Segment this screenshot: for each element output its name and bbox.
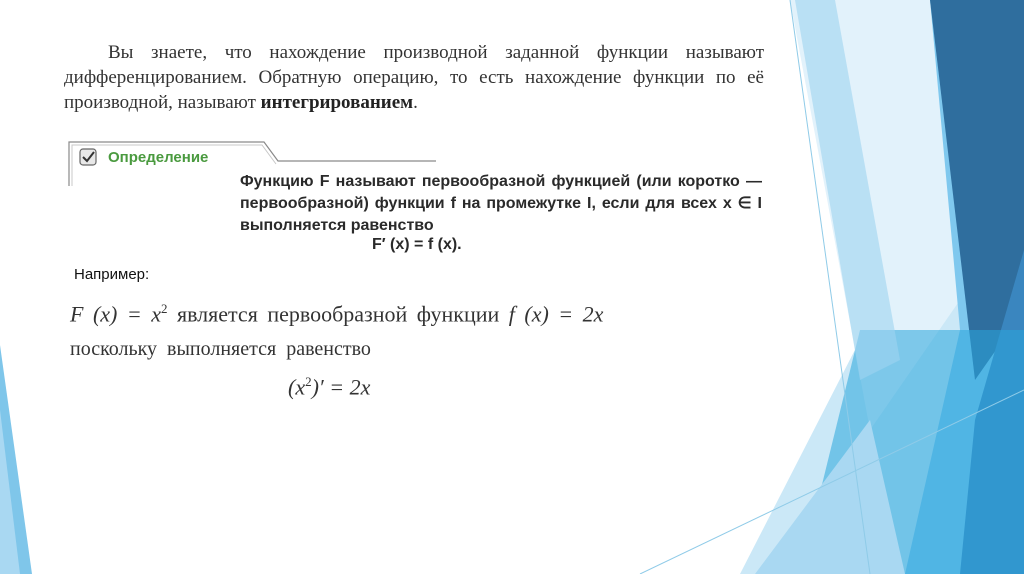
example-derivative-exponent: 2 xyxy=(305,374,312,389)
example-lhs-exponent: 2 xyxy=(160,301,168,316)
example-lhs: F (x) = x xyxy=(70,301,161,327)
example-derivative-base: (x xyxy=(288,374,306,400)
intro-end: . xyxy=(413,92,418,113)
example-line-1 xyxy=(70,301,603,327)
example-derivative-rest: )′ = 2x xyxy=(311,374,371,400)
example-line-3 xyxy=(288,374,370,400)
intro-bold-term: интегрированием xyxy=(260,92,414,113)
example-label: Например: xyxy=(74,266,150,283)
example-rhs: f (x) = 2x xyxy=(508,301,604,327)
intro-text: Вы знаете, что нахождение производной заданной функции называют дифференцированием. Обратную операцию, то есть нахождение функции по её производной, называют xyxy=(64,42,764,113)
checkmark-icon xyxy=(79,148,97,166)
example-line-2: поскольку выполняется равенство xyxy=(70,338,371,360)
definition-body: Функцию F называют первообразной функцией (или коротко — первообразной) функции f на промежутке I, если для всех x ∈ I выполняется равенство xyxy=(240,173,762,234)
intro-paragraph xyxy=(64,40,764,115)
example-middle-text: является первообразной функции xyxy=(167,301,509,327)
definition-label: Определение xyxy=(108,149,209,166)
definition-formula: F′ (x) = f (x). xyxy=(372,236,462,253)
